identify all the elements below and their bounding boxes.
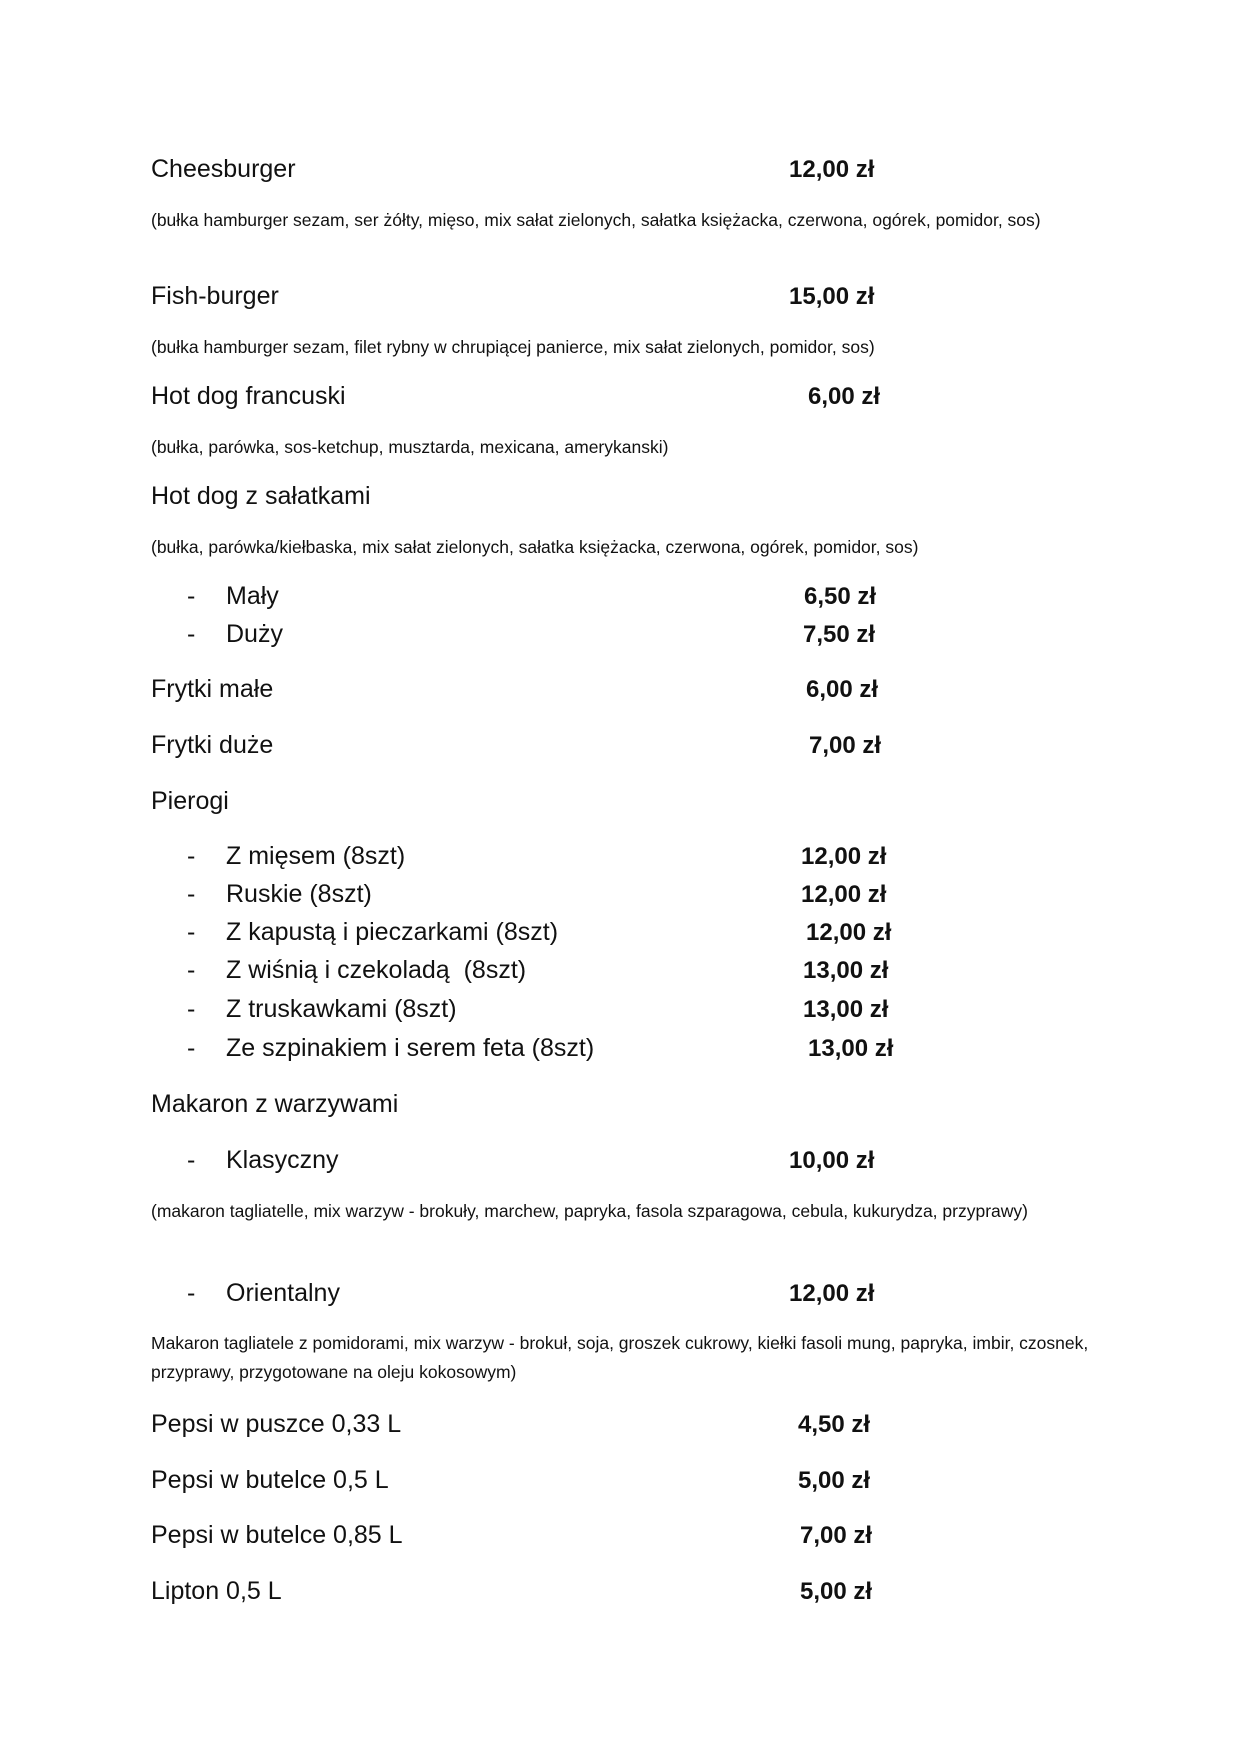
pierogi-item-name: Ruskie (8szt) [226, 880, 372, 908]
pierogi-item-name: Ze szpinakiem i serem feta (8szt) [226, 1034, 595, 1062]
item-name-frytki-male: Frytki małe [151, 675, 274, 703]
pierogi-item-price: 12,00 zł [801, 843, 887, 870]
item-name-hotdog-francuski: Hot dog francuski [151, 382, 346, 410]
drink-price: 4,50 zł [798, 1411, 871, 1438]
list-dash: - [187, 956, 196, 984]
pierogi-item-name: Z kapustą i pieczarkami (8szt) [226, 918, 559, 946]
item-desc-orientalny: Makaron tagliatele z pomidorami, mix warzyw - brokuł, soja, groszek cukrowy, kiełki fasoli mung, papryka, imbir, czosnek, przyprawy, przygotowane na oleju kokosowym) [151, 1333, 1089, 1382]
item-name-hotdog-salatki: Hot dog z sałatkami [151, 482, 371, 510]
item-desc-hotdog-francuski: (bułka, parówka, sos-ketchup, musztarda, mexicana, amerykanski) [151, 437, 669, 457]
list-dash: - [187, 880, 196, 908]
drink-name: Pepsi w butelce 0,5 L [151, 1466, 389, 1494]
drink-name: Pepsi w puszce 0,33 L [151, 1410, 402, 1438]
section-title-pierogi: Pierogi [151, 787, 229, 815]
sub-item-name-duzy: Duży [226, 620, 283, 648]
drink-price: 5,00 zł [800, 1578, 873, 1605]
list-dash: - [187, 620, 196, 648]
drink-name: Pepsi w butelce 0,85 L [151, 1521, 403, 1549]
item-price-frytki-male: 6,00 zł [806, 676, 879, 703]
list-dash: - [187, 1034, 196, 1062]
sub-item-price-orientalny: 12,00 zł [789, 1280, 875, 1307]
item-desc-klasyczny: (makaron tagliatelle, mix warzyw - brokuły, marchew, papryka, fasola szparagowa, cebula, kukurydza, przyprawy) [151, 1201, 1028, 1221]
list-dash: - [187, 842, 196, 870]
pierogi-item-price: 13,00 zł [803, 996, 889, 1023]
list-dash: - [187, 582, 196, 610]
item-price-hotdog-francuski: 6,00 zł [808, 383, 881, 410]
item-price-fishburger: 15,00 zł [789, 283, 875, 310]
drink-name: Lipton 0,5 L [151, 1577, 282, 1605]
sub-item-price-klasyczny: 10,00 zł [789, 1147, 875, 1174]
pierogi-item-price: 12,00 zł [806, 919, 892, 946]
item-desc-hotdog-salatki: (bułka, parówka/kiełbaska, mix sałat zielonych, sałatka księżacka, czerwona, ogórek, pomidor, sos) [151, 537, 919, 557]
drink-price: 5,00 zł [798, 1467, 871, 1494]
item-name-frytki-duze: Frytki duże [151, 731, 274, 759]
item-price-frytki-duze: 7,00 zł [809, 732, 882, 759]
sub-item-name-orientalny: Orientalny [226, 1279, 340, 1307]
item-name-cheeseburger: Cheesburger [151, 155, 296, 183]
sub-item-price-maly: 6,50 zł [804, 583, 877, 610]
list-dash: - [187, 918, 196, 946]
item-desc-fishburger: (bułka hamburger sezam, filet rybny w chrupiącej panierce, mix sałat zielonych, pomidor, sos) [151, 337, 875, 357]
pierogi-item-price: 13,00 zł [808, 1035, 894, 1062]
pierogi-item-price: 13,00 zł [803, 957, 889, 984]
list-dash: - [187, 995, 196, 1023]
list-dash: - [187, 1146, 196, 1174]
pierogi-item-name: Z mięsem (8szt) [226, 842, 406, 870]
item-desc-cheeseburger: (bułka hamburger sezam, ser żółty, mięso, mix sałat zielonych, sałatka księżacka, czerwona, ogórek, pomidor, sos) [151, 210, 1041, 230]
list-dash: - [187, 1279, 196, 1307]
item-name-fishburger: Fish-burger [151, 282, 279, 310]
pierogi-item-name: Z wiśnią i czekoladą (8szt) [226, 956, 527, 984]
pierogi-item-name: Z truskawkami (8szt) [226, 995, 457, 1023]
item-price-cheeseburger: 12,00 zł [789, 156, 875, 183]
sub-item-name-maly: Mały [226, 582, 279, 610]
drink-price: 7,00 zł [800, 1522, 873, 1549]
sub-item-name-klasyczny: Klasyczny [226, 1146, 339, 1174]
pierogi-item-price: 12,00 zł [801, 881, 887, 908]
sub-item-price-duzy: 7,50 zł [803, 621, 876, 648]
section-title-makaron: Makaron z warzywami [151, 1090, 399, 1118]
